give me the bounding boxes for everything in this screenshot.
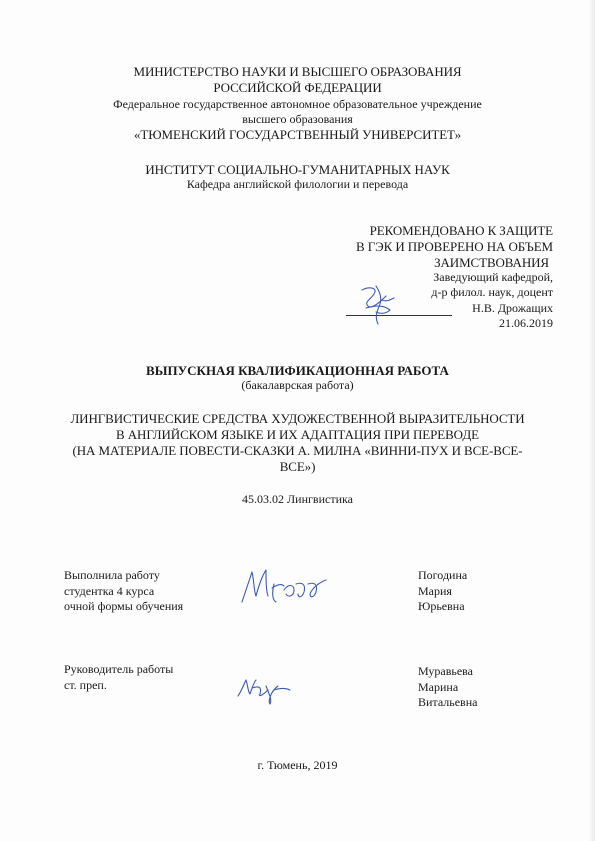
supervisor-signature [234, 668, 304, 708]
institution-type-line-1: Федеральное государственное автономное образовательное учреждение [113, 97, 482, 111]
approval-name: Н.В. Дрожащих [472, 301, 553, 315]
approval-date: 21.06.2019 [499, 316, 553, 330]
student-surname: Погодина [418, 568, 468, 582]
work-title-line-1: ЛИНГВИСТИЧЕСКИЕ СРЕДСТВА ХУДОЖЕСТВЕННОЙ ВЫРАЗИТЕЛЬНОСТИ [70, 411, 525, 426]
approval-role: Заведующий кафедрой, [433, 270, 553, 284]
ministry-line: МИНИСТЕРСТВО НАУКИ И ВЫСШЕГО ОБРАЗОВАНИЯ [133, 64, 462, 79]
supervisor-label-1: Руководитель работы [64, 662, 174, 676]
work-title-line-3: (НА МАТЕРИАЛЕ ПОВЕСТИ-СКАЗКИ А. МИЛНА «ВИННИ-ПУХ И ВСЕ-ВСЕ- [72, 443, 523, 458]
specialty: 45.03.02 Лингвистика [242, 492, 353, 506]
supervisor-name: Марина [418, 680, 459, 694]
institute-name: ИНСТИТУТ СОЦИАЛЬНО-ГУМАНИТАРНЫХ НАУК [145, 162, 450, 177]
approval-line-3: ЗАИМСТВОВАНИЯ [434, 255, 549, 270]
student-label-1: Выполнила работу [64, 568, 160, 582]
supervisor-label-2: ст. преп. [64, 678, 107, 692]
head-of-department-signature [356, 280, 406, 330]
student-patronymic: Юрьевна [418, 599, 465, 613]
scan-edge-shadow [589, 0, 595, 841]
work-type: ВЫПУСКНАЯ КВАЛИФИКАЦИОННАЯ РАБОТА [146, 363, 449, 378]
student-name: Мария [418, 584, 452, 598]
student-label-3: очной формы обучения [64, 599, 184, 613]
supervisor-surname: Муравьева [418, 664, 473, 678]
work-subtype: (бакалаврская работа) [241, 378, 354, 392]
country-line: РОССИЙСКОЙ ФЕДЕРАЦИИ [213, 80, 382, 95]
university-name: «ТЮМЕНСКИЙ ГОСУДАРСТВЕННЫЙ УНИВЕРСИТЕТ» [134, 127, 461, 142]
city-year: г. Тюмень, 2019 [257, 758, 338, 772]
institution-type-line-2: высшего образования [242, 112, 353, 126]
student-label-2: студентка 4 курса [64, 584, 155, 598]
approval-line-2: В ГЭК И ПРОВЕРЕНО НА ОБЪЕМ [355, 239, 553, 254]
work-title-line-4: ВСЕ») [279, 459, 316, 474]
approval-line-1: РЕКОМЕНДОВАНО К ЗАЩИТЕ [369, 223, 553, 238]
department-name: Кафедра английской филологии и перевода [186, 177, 409, 191]
supervisor-patronymic: Витальевна [418, 695, 478, 709]
approval-degree: д-р филол. наук, доцент [431, 285, 553, 299]
work-title-line-2: В АНГЛИЙСКОМ ЯЗЫКЕ И ИХ АДАПТАЦИЯ ПРИ ПЕРЕВОДЕ [116, 427, 479, 442]
student-signature [236, 562, 336, 612]
